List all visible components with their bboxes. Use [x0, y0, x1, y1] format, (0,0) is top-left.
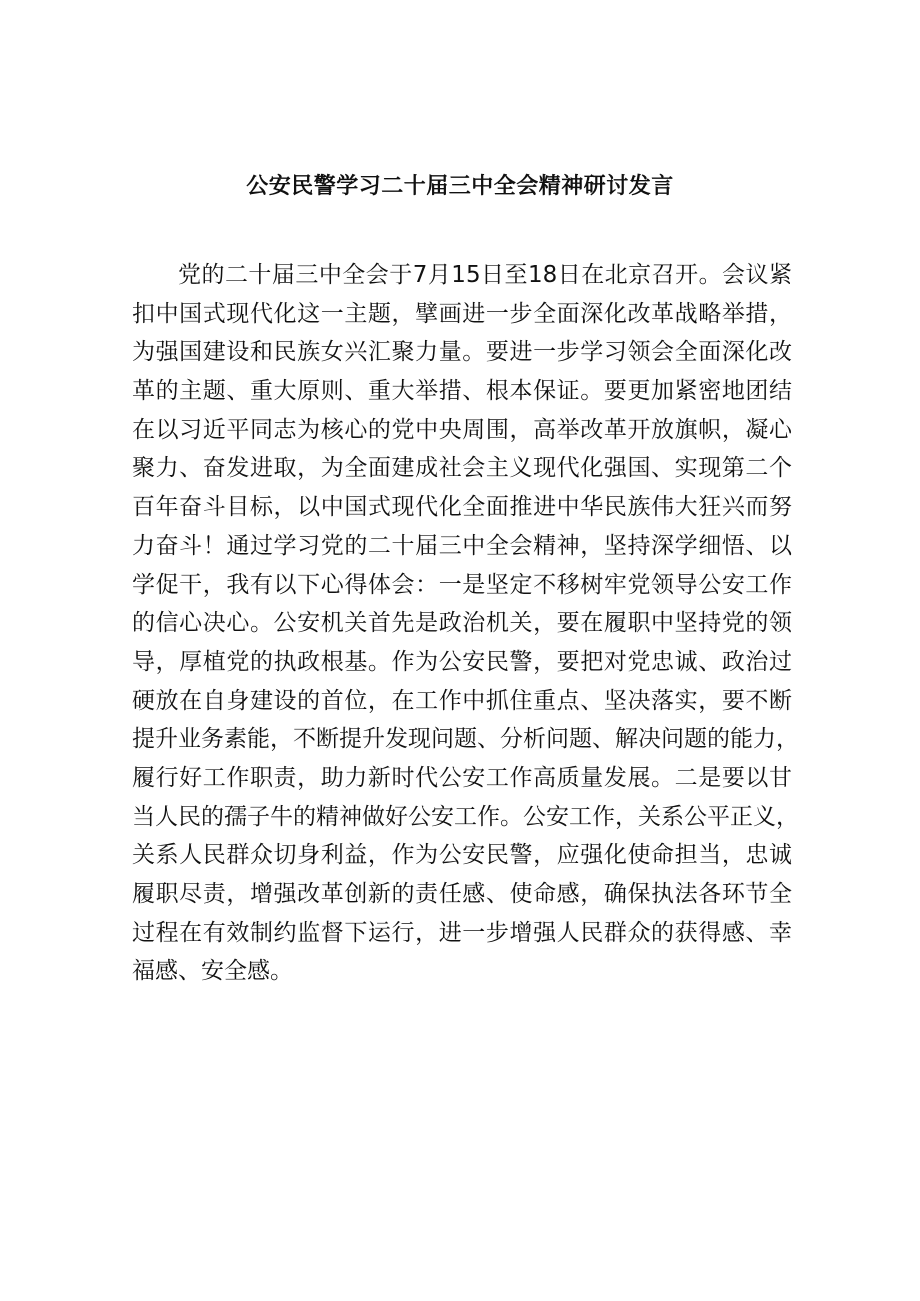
paragraph-line: 力奋斗！通过学习党的二十届三中全会精神，坚持深学细悟、以 [132, 532, 792, 559]
document-body [132, 256, 799, 991]
paragraph-line: 党的二十届三中全会于7月15日至18日在北京召开。会议紧 [178, 262, 792, 288]
paragraph-line: 百年奋斗目标，以中国式现代化全面推进中华民族伟大狂兴而努 [132, 494, 792, 521]
paragraph-line: 为强国建设和民族女兴汇聚力量。要进一步学习领会全面深化改 [132, 339, 792, 366]
paragraph-line: 提升业务素能，不断提升发现问题、分析问题、解决问题的能力， [132, 726, 799, 753]
paragraph-line: 福感、安全感。 [132, 958, 293, 985]
paragraph-line: 的信心决心。公安机关首先是政治机关，要在履职中坚持党的领 [132, 610, 792, 637]
paragraph-line: 在以习近平同志为核心的党中央周围，高举改革开放旗帜，凝心 [132, 416, 792, 443]
paragraph-line: 过程在有效制约监督下运行，进一步增强人民群众的获得感、幸 [132, 919, 792, 946]
paragraph-line: 革的主题、重大原则、重大举措、根本保证。要更加紧密地团结 [132, 378, 792, 405]
paragraph-line: 学促干，我有以下心得体会：一是坚定不移树牢党领导公安工作 [132, 571, 792, 598]
paragraph-line: 关系人民群众切身利益，作为公安民警，应强化使命担当，忠诚 [132, 842, 792, 869]
paragraph-line: 聚力、奋发进取，为全面建成社会主义现代化强国、实现第二个 [132, 455, 792, 482]
page-title: 公安民警学习二十届三中全会精神研讨发言 [246, 174, 674, 199]
paragraph-line: 扣中国式现代化这一主题，擘画进一步全面深化改革战略举措， [132, 300, 792, 327]
paragraph-line: 硬放在自身建设的首位，在工作中抓住重点、坚决落实，要不断 [132, 687, 792, 714]
paragraph-line: 履职尽责，增强改革创新的责任感、使命感，确保执法各环节全 [132, 881, 792, 907]
paragraph-line: 履行好工作职责，助力新时代公安工作高质量发展。二是要以甘 [132, 764, 792, 791]
paragraph-line: 当人民的孺子牛的精神做好公安工作。公安工作，关系公平正义， [132, 803, 799, 830]
paragraph-line: 导，厚植党的执政根基。作为公安民警，要把对党忠诚、政治过 [132, 648, 792, 675]
